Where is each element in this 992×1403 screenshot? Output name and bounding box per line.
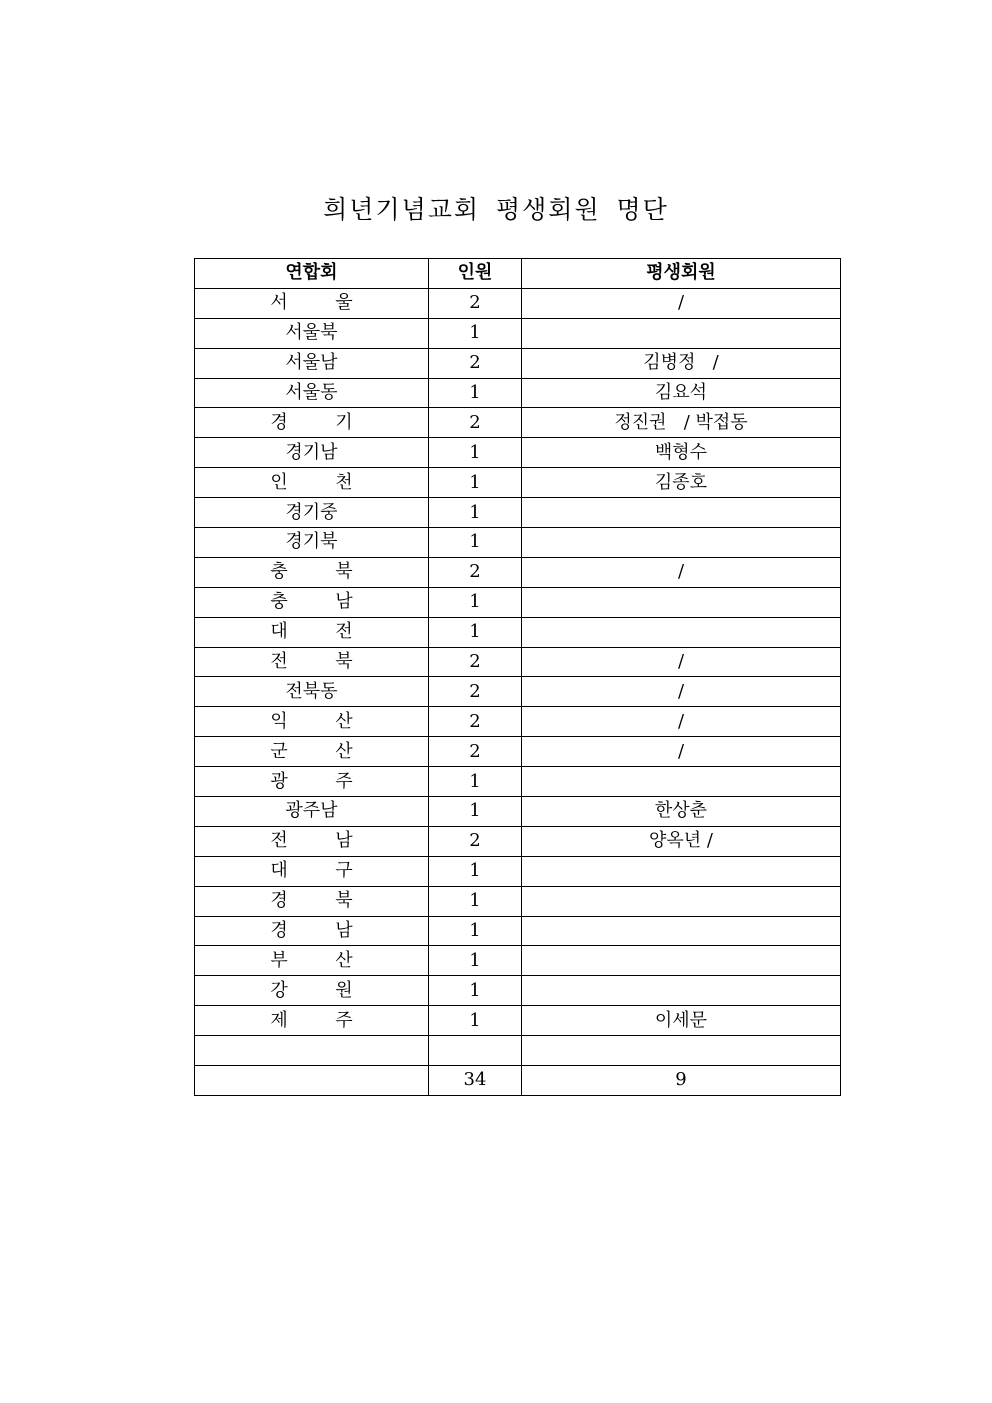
members-cell: [522, 916, 841, 946]
members-cell: /: [522, 737, 841, 767]
count-cell: 1: [429, 946, 522, 976]
region-cell: 경 북: [195, 886, 429, 916]
members-cell: /: [522, 288, 841, 318]
count-cell: [429, 1036, 522, 1066]
region-cell: 서울남: [195, 348, 429, 378]
table-row: [195, 318, 841, 348]
members-cell: 한상춘: [522, 797, 841, 827]
count-cell: 1: [429, 1006, 522, 1036]
header-region: 연합회: [195, 259, 429, 289]
region-cell: 강 원: [195, 976, 429, 1006]
count-cell: 1: [429, 468, 522, 498]
members-cell: 김병정 /: [522, 348, 841, 378]
table-row: [195, 378, 841, 408]
members-cell: [522, 1036, 841, 1066]
region-cell: 광 주: [195, 767, 429, 797]
table-row: [195, 677, 841, 707]
table-row: [195, 587, 841, 617]
count-cell: 1: [429, 498, 522, 528]
table-row: [195, 1006, 841, 1036]
region-cell: 경기남: [195, 438, 429, 468]
count-cell: 2: [429, 737, 522, 767]
table-row: [195, 557, 841, 587]
region-cell: 부 산: [195, 946, 429, 976]
count-cell: 2: [429, 826, 522, 856]
table-header-row: [195, 259, 841, 289]
table-row: [195, 468, 841, 498]
region-cell: 인 천: [195, 468, 429, 498]
region-cell: 충 남: [195, 587, 429, 617]
header-members: 평생회원: [522, 259, 841, 289]
count-cell: 2: [429, 677, 522, 707]
members-cell: 양옥년 /: [522, 826, 841, 856]
total-row: [195, 1066, 841, 1096]
table-row: [195, 826, 841, 856]
table-row: [195, 886, 841, 916]
count-cell: 1: [429, 587, 522, 617]
table-row: [195, 946, 841, 976]
members-cell: /: [522, 557, 841, 587]
table-row: [195, 288, 841, 318]
table-row: [195, 976, 841, 1006]
count-cell: 1: [429, 916, 522, 946]
header-count: 인원: [429, 259, 522, 289]
region-cell: 서울북: [195, 318, 429, 348]
region-cell: 경기중: [195, 498, 429, 528]
table-row: [195, 408, 841, 438]
region-cell: 서울동: [195, 378, 429, 408]
count-cell: 2: [429, 557, 522, 587]
total-region-cell: [195, 1066, 429, 1096]
table-row: [195, 438, 841, 468]
total-members-cell: 9: [522, 1066, 841, 1096]
count-cell: 1: [429, 378, 522, 408]
region-cell: 전북동: [195, 677, 429, 707]
document-title: 희년기념교회 평생회원 명단: [323, 195, 669, 224]
count-cell: 1: [429, 856, 522, 886]
table-row: [195, 1036, 841, 1066]
members-cell: /: [522, 647, 841, 677]
region-cell: [195, 1036, 429, 1066]
table-row: [195, 617, 841, 647]
region-cell: 익 산: [195, 707, 429, 737]
table-row: [195, 856, 841, 886]
count-cell: 1: [429, 617, 522, 647]
region-cell: 경 남: [195, 916, 429, 946]
members-cell: /: [522, 677, 841, 707]
count-cell: 2: [429, 408, 522, 438]
members-cell: [522, 767, 841, 797]
count-cell: 1: [429, 886, 522, 916]
table-row: [195, 498, 841, 528]
table-row: [195, 797, 841, 827]
region-cell: 경 기: [195, 408, 429, 438]
members-cell: [522, 587, 841, 617]
members-cell: [522, 886, 841, 916]
members-cell: [522, 528, 841, 558]
members-cell: [522, 856, 841, 886]
total-count-cell: 34: [429, 1066, 522, 1096]
count-cell: 1: [429, 797, 522, 827]
table-row: [195, 707, 841, 737]
table-row: [195, 647, 841, 677]
members-cell: /: [522, 707, 841, 737]
region-cell: 경기북: [195, 528, 429, 558]
table-row: [195, 916, 841, 946]
members-cell: 김요석: [522, 378, 841, 408]
region-cell: 군 산: [195, 737, 429, 767]
members-cell: 이세문: [522, 1006, 841, 1036]
count-cell: 1: [429, 318, 522, 348]
members-cell: [522, 498, 841, 528]
region-cell: 전 남: [195, 826, 429, 856]
region-cell: 제 주: [195, 1006, 429, 1036]
count-cell: 1: [429, 767, 522, 797]
members-cell: [522, 617, 841, 647]
count-cell: 2: [429, 707, 522, 737]
region-cell: 광주남: [195, 797, 429, 827]
region-cell: 대 구: [195, 856, 429, 886]
count-cell: 2: [429, 288, 522, 318]
count-cell: 2: [429, 348, 522, 378]
members-cell: [522, 946, 841, 976]
region-cell: 전 북: [195, 647, 429, 677]
members-cell: [522, 318, 841, 348]
region-cell: 대 전: [195, 617, 429, 647]
members-cell: 정진권 / 박접동: [522, 408, 841, 438]
member-roster-table: [194, 258, 841, 1096]
members-cell: 김종호: [522, 468, 841, 498]
table-row: [195, 737, 841, 767]
members-cell: [522, 976, 841, 1006]
count-cell: 1: [429, 976, 522, 1006]
count-cell: 1: [429, 438, 522, 468]
table-row: [195, 767, 841, 797]
region-cell: 충 북: [195, 557, 429, 587]
table-row: [195, 348, 841, 378]
table-body: [195, 288, 841, 1065]
members-cell: 백형수: [522, 438, 841, 468]
count-cell: 1: [429, 528, 522, 558]
count-cell: 2: [429, 647, 522, 677]
region-cell: 서 울: [195, 288, 429, 318]
table-row: [195, 528, 841, 558]
